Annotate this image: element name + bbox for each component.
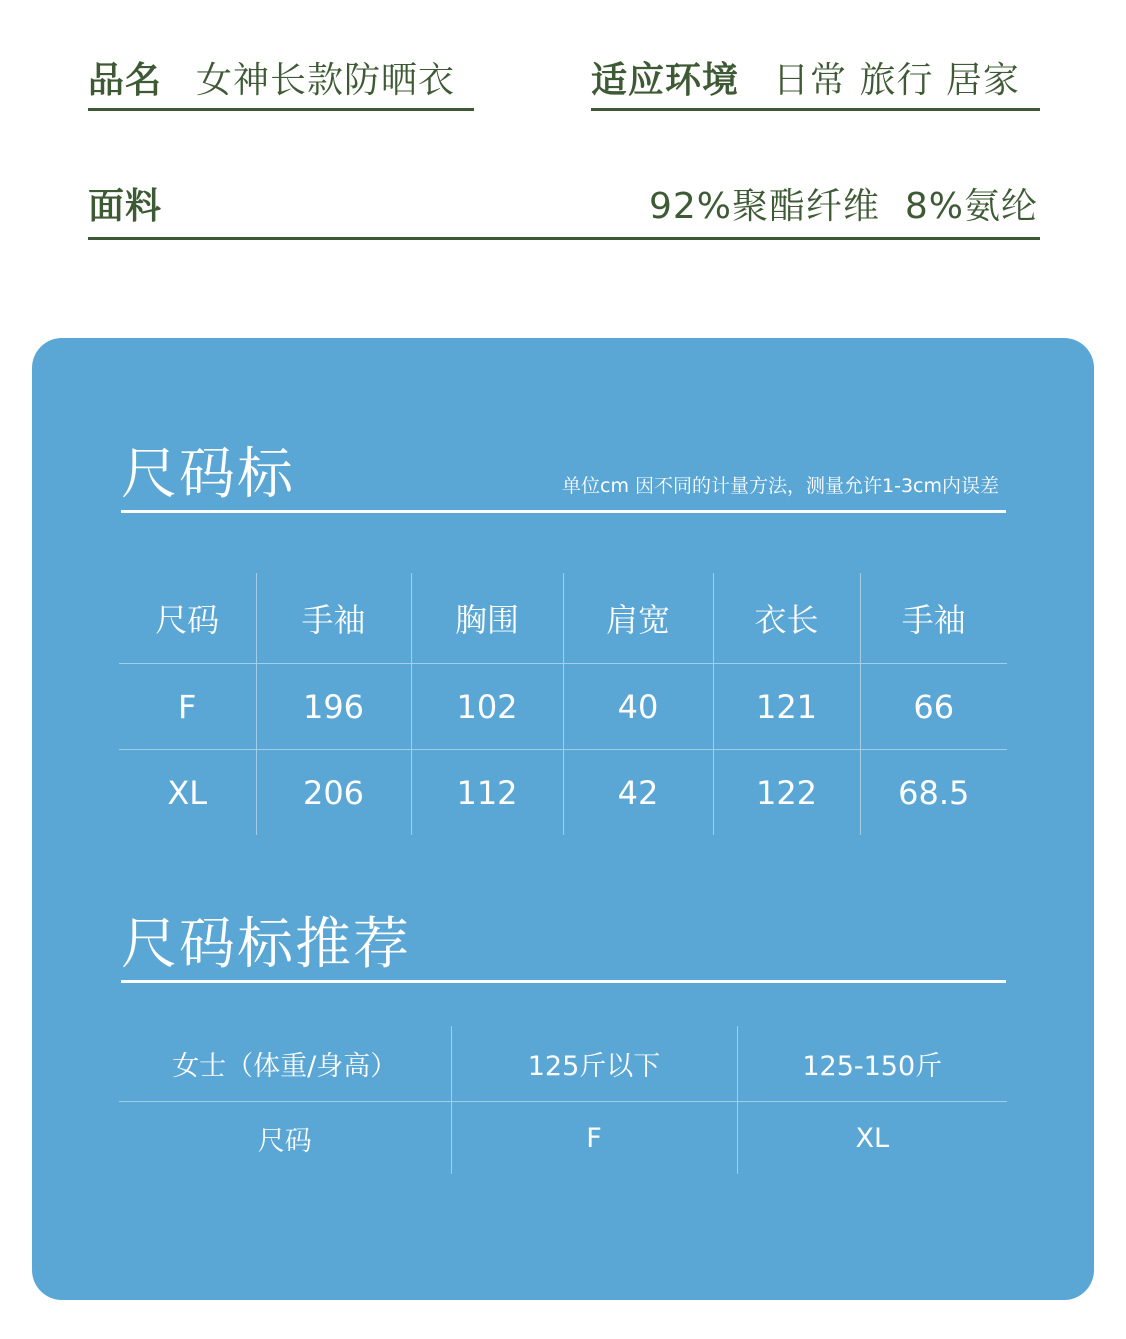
header-sleeve: 手袖 xyxy=(256,573,411,664)
fabric-value: 92%聚酯纤维 8%氨纶 xyxy=(648,186,1038,227)
cell-size: F xyxy=(119,664,256,750)
table-row xyxy=(119,750,1007,836)
header-shoulder: 肩宽 xyxy=(563,573,713,664)
fabric-label: 面料 xyxy=(88,186,163,227)
size-card xyxy=(32,338,1094,1300)
cell-length: 121 xyxy=(713,664,860,750)
rec-row-label: 尺码 xyxy=(119,1102,451,1175)
size-table xyxy=(119,573,1007,835)
rec-cell: 125-150斤 xyxy=(737,1026,1007,1102)
cell-chest: 102 xyxy=(411,664,563,750)
cell-size: XL xyxy=(119,750,256,836)
size-chart-title: 尺码标 xyxy=(121,442,295,507)
environment-label: 适应环境 xyxy=(591,60,740,101)
product-name-label: 品名 xyxy=(88,60,163,101)
cell-sleeve-2: 66 xyxy=(860,664,1007,750)
size-table-header-row xyxy=(119,573,1007,664)
product-name-value: 女神长款防晒衣 xyxy=(196,60,456,101)
cell-shoulder: 42 xyxy=(563,750,713,836)
table-row xyxy=(119,1102,1007,1175)
cell-sleeve: 196 xyxy=(256,664,411,750)
cell-shoulder: 40 xyxy=(563,664,713,750)
fabric-underline xyxy=(88,237,1040,240)
cell-sleeve-2: 68.5 xyxy=(860,750,1007,836)
cell-chest: 112 xyxy=(411,750,563,836)
recommendation-title: 尺码标推荐 xyxy=(121,912,411,977)
table-row xyxy=(119,1026,1007,1102)
recommendation-table xyxy=(119,1026,1007,1174)
rec-cell: F xyxy=(451,1102,737,1175)
size-chart-note: 单位cm 因不同的计量方法，测量允许1-3cm内误差 xyxy=(562,475,999,497)
header-length: 衣长 xyxy=(713,573,860,664)
environment-underline xyxy=(591,108,1040,111)
environment-row xyxy=(591,52,1020,103)
header-size: 尺码 xyxy=(155,601,220,639)
fabric-row xyxy=(88,178,1038,229)
product-name-row xyxy=(88,52,455,103)
size-chart-rule xyxy=(121,510,1006,513)
header-sleeve-2: 手袖 xyxy=(860,573,1007,664)
product-name-underline xyxy=(88,108,474,111)
environment-value: 日常 旅行 居家 xyxy=(773,60,1020,101)
rec-cell: 125斤以下 xyxy=(451,1026,737,1102)
table-row xyxy=(119,664,1007,750)
rec-row-label: 女士（体重/身高） xyxy=(172,1051,398,1082)
recommendation-rule xyxy=(121,980,1006,983)
cell-length: 122 xyxy=(713,750,860,836)
rec-cell: XL xyxy=(737,1102,1007,1175)
cell-sleeve: 206 xyxy=(256,750,411,836)
header-chest: 胸围 xyxy=(411,573,563,664)
